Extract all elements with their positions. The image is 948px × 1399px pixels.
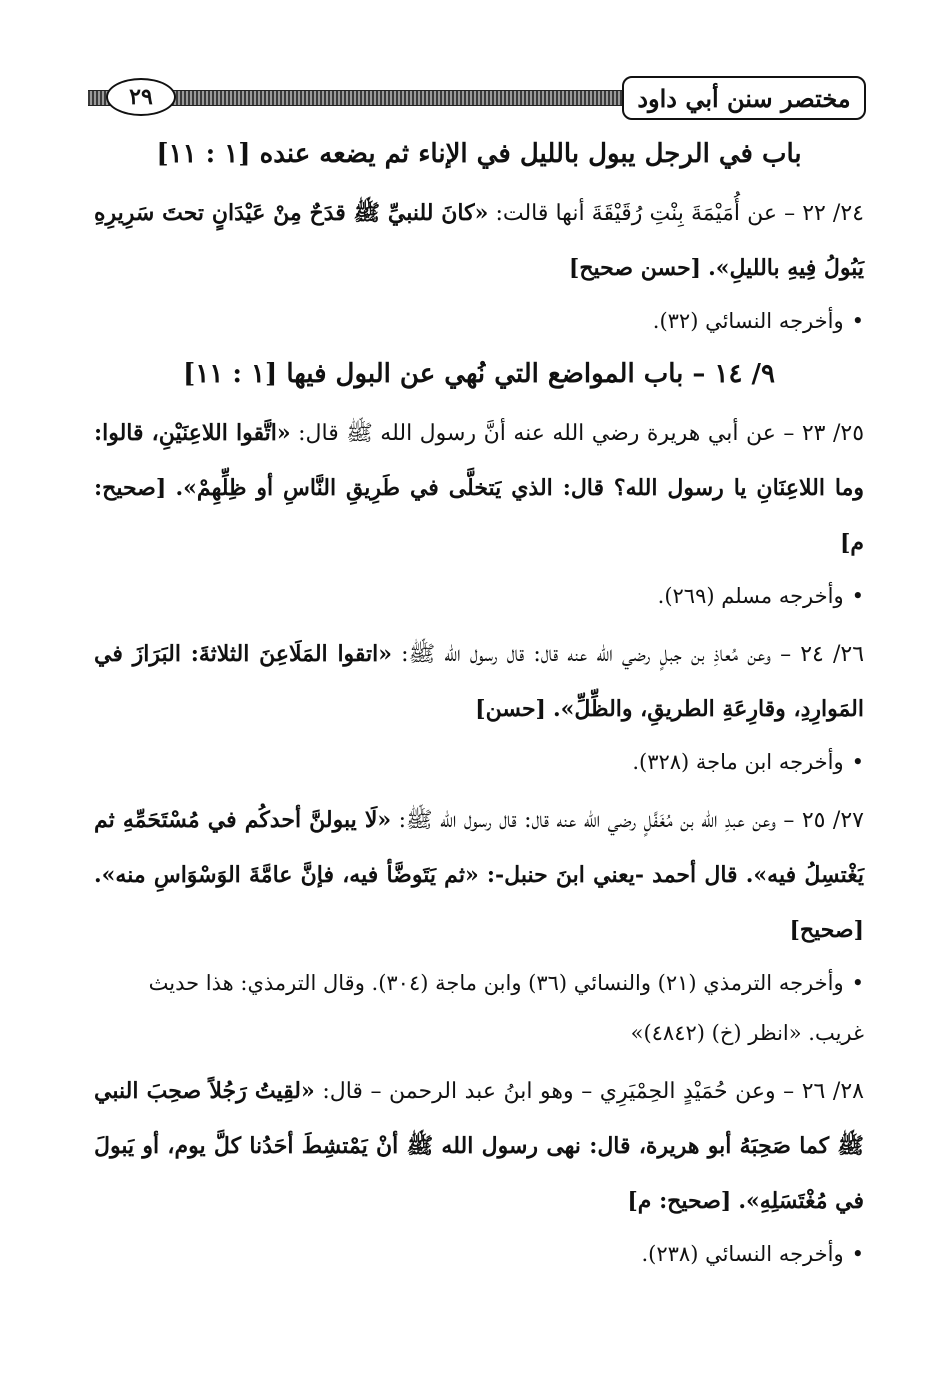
hadith-intro: وعن حُمَيْدٍ الحِمْيَرِي – وهو ابنُ عبد الرحمن – قال:	[322, 1079, 776, 1104]
hadith-grade: [صحيح]	[789, 917, 864, 943]
bullet-icon: •	[851, 309, 864, 333]
hadith-intro: عن أبي هريرة رضي الله عنه أنَّ رسول الله ﷺ قال:	[298, 421, 776, 446]
bullet-icon: •	[851, 584, 864, 608]
book-title: مختصر سنن أبي داود	[622, 76, 866, 120]
reference-line	[94, 296, 864, 346]
page-number: ٢٩	[106, 78, 176, 116]
page-content	[94, 126, 864, 1285]
reference-text: وأخرجه النسائي (٢٣٨).	[641, 1242, 844, 1266]
bullet-icon: •	[851, 750, 864, 774]
hadith-grade: [حسن صحيح]	[568, 255, 702, 281]
chapter-title: ٩/ ١٤ – باب المواضع التي نُهي عن البول فيها [١ : ١١]	[183, 359, 775, 389]
hadith-grade: [حسن]	[475, 696, 546, 722]
reference-text: وأخرجه الترمذي (٢١) والنسائي (٣٦) وابن ماجة (٣٠٤). وقال الترمذي: هذا حديث غريب. «انظر (خ) (٤٨٤٢)»	[148, 971, 864, 1045]
hadith-quote: «كانَ للنبيِّ ﷺ قدَحٌ مِنْ عَيْدَانٍ تحتَ سَرِيرِهِ يَبُولُ فِيهِ بالليلِ».	[94, 200, 864, 281]
reference-line	[94, 958, 864, 1058]
hadith-quote: «اتَّقوا اللاعِنَيْنِ، قالوا: وما اللاعِنَانِ يا رسول الله؟ قال: الذي يَتخلَّى في طَرِيقِ النَّاسِ أو ظِلِّهِمْ».	[94, 420, 865, 501]
reference-text: وأخرجه النسائي (٣٢).	[652, 309, 844, 333]
hadith-intro: وعن مُعاذِ بن جبلٍ رضي الله عنه قال: قال رسول الله ﷺ:	[401, 642, 771, 667]
hadith-grade: [صحيح: م]	[627, 1188, 732, 1214]
hadith-number: ٢٧/ ٢٥ –	[783, 808, 864, 833]
hadith-intro: عن أُمَيْمَةَ بِنْتِ رُقَيْقَةَ أنها قالت:	[495, 201, 777, 226]
chapter-title: باب في الرجل يبول بالليل في الإناء ثم يضعه عنده [١ : ١١]	[156, 139, 802, 169]
hadith-intro: وعن عبدِ الله بن مُغَفَّلٍ رضي الله عنه قال: قال رسول الله ﷺ:	[398, 808, 776, 833]
hadith	[94, 627, 864, 737]
bullet-icon: •	[851, 1242, 864, 1266]
hadith-number: ٢٨/ ٢٦ –	[783, 1079, 864, 1104]
hadith-number: ٢٦/ ٢٤ –	[780, 642, 865, 667]
hadith-quote: «لقِيتُ رَجُلاً صحِبَ النبي ﷺ كما صَحِبَهُ أبو هريرة، قال: نهى رسول الله ﷺ أنْ يَمْتشِطَ أحَدُنا كلَّ يوم، أو يَبولَ في مُغْتَسَلِهِ».	[94, 1078, 864, 1214]
reference-text: وأخرجه ابن ماجة (٣٢٨).	[632, 750, 844, 774]
reference-line	[94, 737, 864, 787]
hadith-grade: [صحيح: م]	[94, 475, 864, 556]
hadith	[94, 406, 864, 571]
hadith	[94, 1064, 864, 1229]
bullet-icon: •	[851, 971, 864, 995]
hadith-number: ٢٥/ ٢٣ –	[783, 421, 865, 446]
hadith-quote: «اتقوا المَلَاعِنَ الثلاثةَ: البَرَازَ في المَوارِدِ، وقارِعَةِ الطريقِ، والظِّلِّ».	[94, 641, 864, 722]
hadith-number: ٢٤/ ٢٢ –	[784, 201, 864, 226]
reference-line	[94, 571, 864, 621]
hadith	[94, 186, 864, 296]
hadith-quote: «لَا يبولنَّ أحدكُم في مُسْتَحَمِّهِ ثم يَغْتسِلُ فيه». قال أحمد -يعني ابنَ حنبل-: «ثم يَتَوضَّأ فيه، فإنَّ عامَّةَ الوَسْوَاسِ منه».	[94, 807, 864, 888]
hadith	[94, 793, 864, 958]
reference-text: وأخرجه مسلم (٢٦٩).	[657, 584, 844, 608]
running-header	[88, 76, 866, 122]
reference-line	[94, 1229, 864, 1279]
